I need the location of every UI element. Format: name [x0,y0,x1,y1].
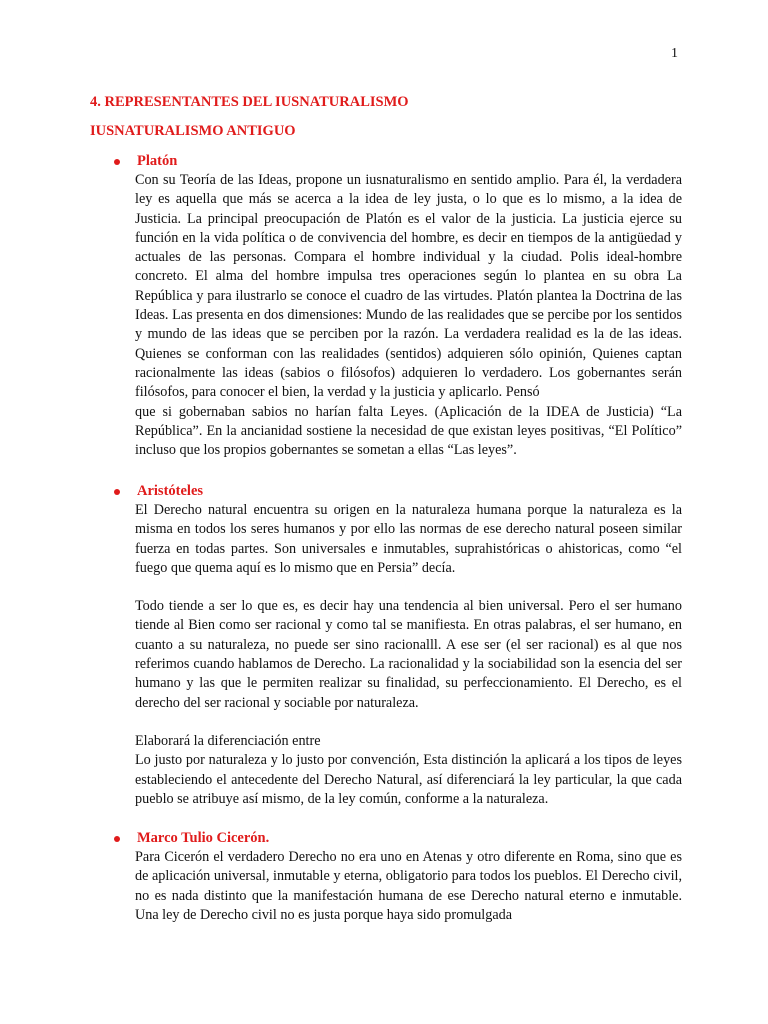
paragraph: Lo justo por naturaleza y lo justo por convención, Esta distinción la aplicará a los tipos de leyes estableciendo el antecedente del Derecho Natural, así diferenciará la ley particular, la que cada pueblo se atribuye así mismo, de la ley común, conforme a la naturaleza. [135,752,682,807]
bullet-title-text: Platón [137,153,178,169]
paragraph: que si gobernaban sabios no harían falta Leyes. (Aplicación de la IDEA de Justicia) “La República”. En la ancianidad sostiene la necesidad de que existan leyes positivas, “El Político” incluso que los propios gobernantes se sometan a ellas “Las leyes”. [135,403,682,459]
bullet-title-text: Aristóteles [137,483,204,499]
paragraph: Con su Teoría de las Ideas, propone un iusnaturalismo en sentido amplio. Para él, la verdadera ley es aquella que más se acerca a la idea de ley justa, o lo que es lo mismo, a la idea de Justicia. La principal preocupación de Platón es el valor de la justicia. La justicia ejerce su función en la vida política o de convivencia del hombre, es decir en tiempos de la antigüedad y actuales de las personas. Compara el hombre individual y la ciudad. Polis ideal-hombre concreto. El alma del hombre impulsa tres operaciones según lo plantea en su obra La República y para ilustrarlo se conoce el cuadro de las virtudes. Platón plantea la Doctrina de las Ideas. Las presenta en dos dimensiones: Mundo de las realidades que se percibe por los sentidos y mundo de las ideas que se perciben por la razón. La verdadera realidad es la de las ideas. Quienes se conforman con las realidades (sentidos) adquieren sólo opinión, Quienes captan racionalmente las ideas (sabios o filósofos) adquieren lo verdadero. Los gobernantes serán filósofos, para conocer el bien, la verdad y la justicia y aplicarlo. Pensó [135,172,682,401]
section-heading: 4. REPRESENTANTES DEL IUSNATURALISMO [90,94,409,110]
paragraph: Para Cicerón el verdadero Derecho no era uno en Atenas y otro diferente en Roma, sino que es de aplicación universal, inmutable y eterna, obligatorio para todos los pueblos. El Derecho civil, no es nada distinto que la manifestación humana de ese Derecho natural eterno e inmutable. Una ley de Derecho civil no es justa porque haya sido promulgada [135,849,682,923]
bullet-title-ciceron [112,829,682,848]
subsection-heading: IUSNATURALISMO ANTIGUO [90,123,296,139]
paragraph: Todo tiende a ser lo que es, es decir hay una tendencia al bien universal. Pero el ser humano tiende al Bien como ser racional y como tal se manifiesta. En otras palabras, el ser humano, en cuanto a su naturaleza, no puede ser sino racionalll. A ese ser (el ser racional) es al que nos referimos cuando hablamos de Derecho. La racionalidad y la sociabilidad son la esencia del ser humano y las que le permiten realizar su finalidad, su perfeccionamiento. El Derecho, es el derecho del ser racional y sociable por naturaleza. [135,598,682,711]
paragraph: Elaborará la diferenciación entre [135,732,321,749]
bullet-icon [114,159,120,165]
section-platon [112,152,682,460]
section-aristoteles [112,482,682,809]
section-ciceron [112,829,682,925]
bullet-title-aristoteles [112,482,682,501]
bullet-icon [114,489,120,495]
bullet-title-text: Marco Tulio Cicerón. [137,830,270,846]
bullet-icon [114,836,120,842]
page-number: 1 [671,46,678,61]
paragraph: El Derecho natural encuentra su origen en la naturaleza humana porque la naturaleza es la misma en todos los seres humanos y por ello las normas de ese derecho natural poseen similar fuerza en todas partes. Son universales e inmutables, suprahistóricas o ahistoricas, como “el fuego que quema aquí es lo mismo que en Persia” decía. [135,502,682,576]
bullet-title-platon [112,152,682,171]
